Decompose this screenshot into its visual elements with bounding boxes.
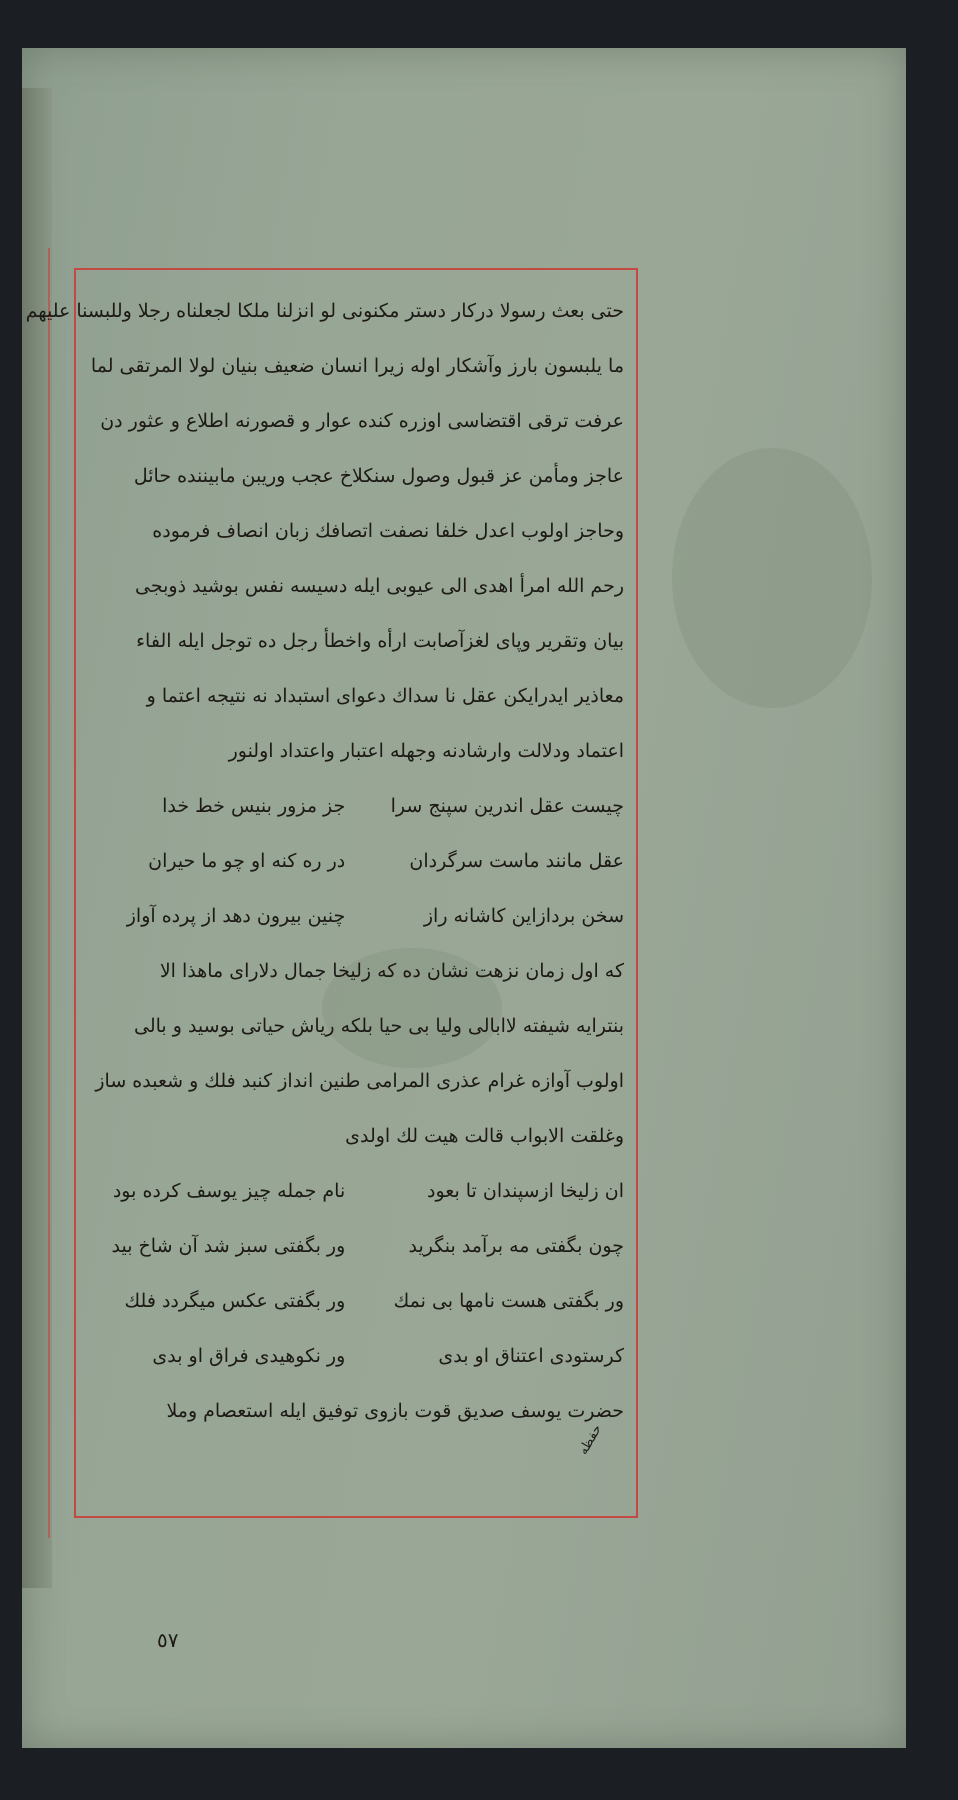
facing-page-rule	[48, 248, 50, 1538]
hemistich: در ره كنه او چو ما حيران	[148, 850, 346, 872]
text-line: رحم الله امرأ اهدى الى عيوبی ايله دسيسه نفس بوشيد ذوبجی	[135, 575, 624, 597]
hemistich: ور نكوهيدی فراق او بدی	[152, 1345, 346, 1367]
hemistich: چنين بيرون دهد از پرده آواز	[126, 905, 346, 927]
hemistich: ان زليخا ازسپندان تا بعود	[427, 1180, 624, 1202]
text-line: عرفت ترقی اقتضاسی اوزره كنده عوار و قصورنه اطلاع و عثور دن	[100, 410, 624, 432]
hemistich: ور بگفتی سبز شد آن شاخ بيد	[111, 1235, 346, 1257]
couplet	[88, 779, 624, 834]
hemistich: جز مزور بنيس خط خدا	[162, 795, 346, 817]
text-line: حتی بعث رسولا دركار دستر مكنونی لو انزلنا ملكا لجعلناه رجلا وللبسنا عليهم	[25, 300, 624, 322]
text-block	[25, 284, 624, 1439]
catchword: ٥٧	[157, 1628, 179, 1652]
hemistich: ور بگفتی هست نامها بی نمك	[393, 1290, 624, 1312]
couplet	[88, 1274, 624, 1329]
hemistich: چيست عقل اندرين سپنج سرا	[390, 795, 624, 817]
couplet	[88, 1219, 624, 1274]
paper-stain	[672, 448, 872, 708]
couplet	[88, 1329, 624, 1384]
hemistich: سخن بردازاين كاشانه راز	[423, 905, 624, 927]
hemistich: كرستودی اعتناق او بدی	[438, 1345, 624, 1367]
text-line: كه اول زمان نزهت نشان ده كه زليخا جمال دلارای ماهذا الا	[159, 960, 624, 982]
text-line: بنترايه شيفته لاابالی وليا بی حيا بلكه رياش حياتی بوسيد و بالی	[133, 1015, 624, 1037]
hemistich: عقل مانند ماست سرگردان	[409, 850, 624, 872]
text-line: عاجز ومأمن عز قبول وصول سنكلاخ عجب وريبن مابيننده حائل	[133, 465, 624, 487]
hemistich: چون بگفتی مه برآمد بنگريد	[408, 1235, 624, 1257]
couplet	[88, 834, 624, 889]
text-line: وحاجز اولوب اعدل خلفا نصفت اتصافك زبان انصاف فرموده	[152, 520, 624, 542]
text-line: اعتماد ودلالت وارشادنه وجهله اعتبار واعتداد اولنور	[228, 740, 624, 762]
text-line: وغلقت الابواب قالت هيت لك اولدی	[345, 1125, 624, 1147]
couplet	[88, 889, 624, 944]
text-line: ما يلبسون بارز وآشكار اوله زيرا انسان ضعيف بنيان لولا المرتقی لما	[90, 355, 624, 377]
text-line: معاذير ايدرايكن عقل نا سداك دعوای استبداد نه نتيجه اعتما و	[146, 685, 624, 707]
couplet	[88, 1164, 624, 1219]
hemistich: نام جمله چيز يوسف كرده بود	[112, 1180, 346, 1202]
text-line: بيان وتقرير وپای لغزآصابت ارأه واخطأ رجل ده توجل ايله الفاء	[136, 630, 624, 652]
hemistich: ور بگفتی عكس ميگردد فلك	[124, 1290, 346, 1312]
manuscript-page	[22, 48, 906, 1748]
margin-note: حفظه	[576, 1422, 606, 1458]
text-line: اولوب آوازه غرام عذری المرامی طنين انداز كنبد فلك و شعبده ساز	[95, 1070, 624, 1092]
text-frame	[25, 268, 638, 1518]
text-line: حضرت يوسف صديق قوت بازوی توفيق ايله استعصام وملا	[166, 1400, 624, 1422]
